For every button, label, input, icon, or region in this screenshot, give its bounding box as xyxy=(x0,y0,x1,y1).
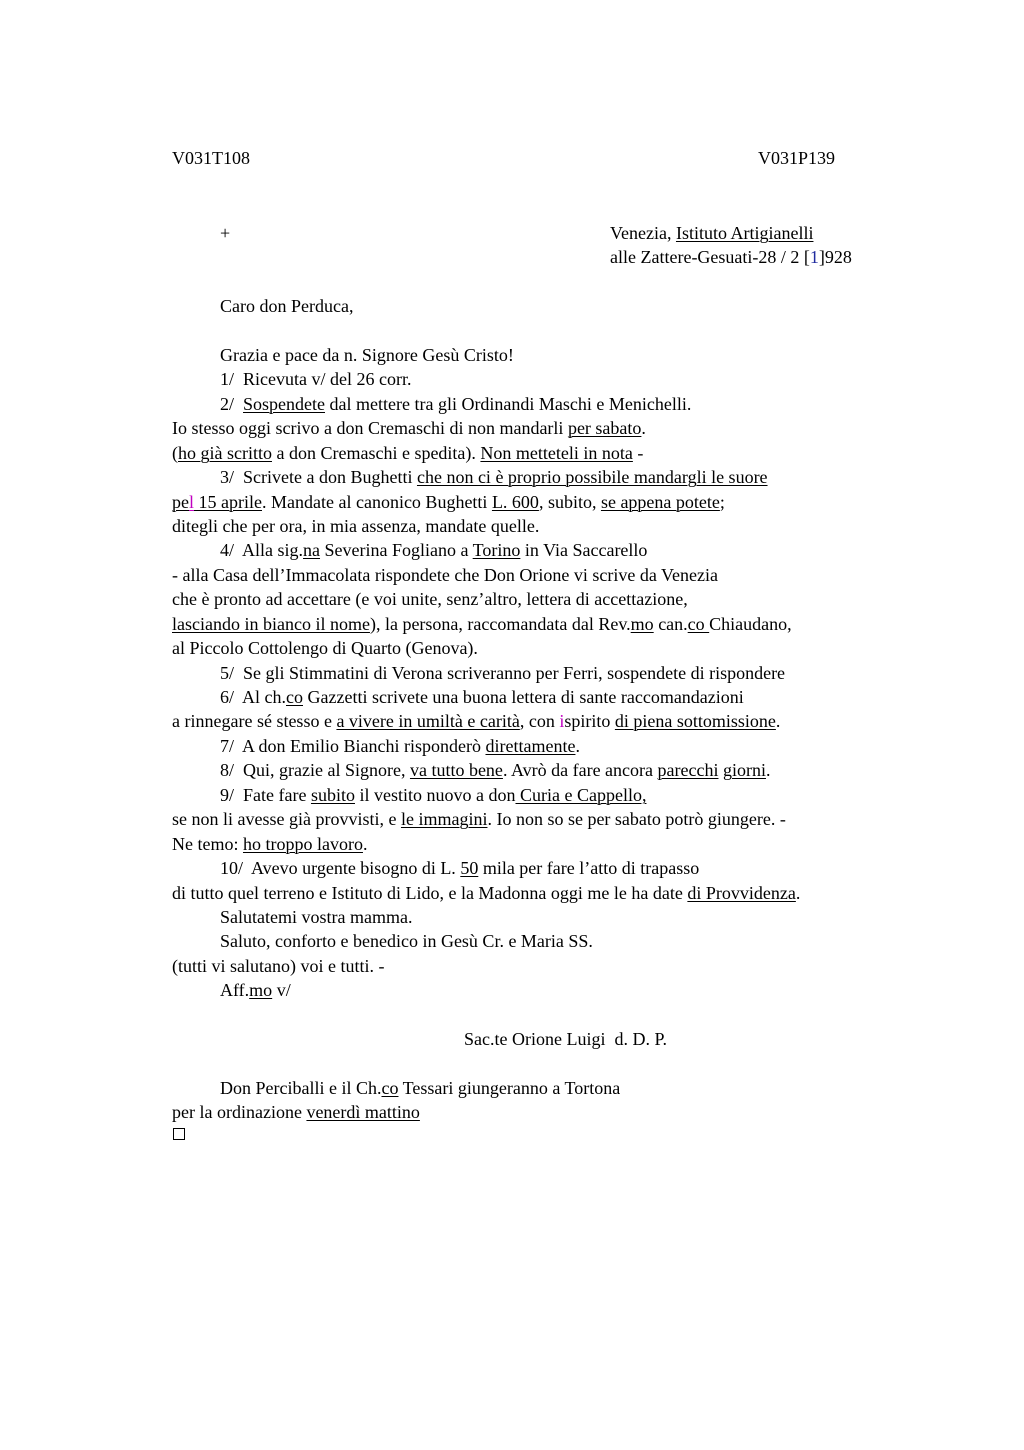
postscript-line-2: per la ordinazione venerdì mattino xyxy=(172,1102,420,1122)
item-4: 4/ Alla sig.na Severina Fogliano a Torino in Via Saccarello xyxy=(220,540,648,560)
closing-aff: Aff.mo v/ xyxy=(220,980,291,1000)
end-box-icon xyxy=(173,1128,185,1140)
item-5: 5/ Se gli Stimmatini di Verona scriveranno per Ferri, sospendete di rispondere xyxy=(220,663,786,683)
salutation-line: Grazia e pace da n. Signore Gesù Cristo! xyxy=(220,345,514,365)
text-line: - alla Casa dell’Immacolata rispondete che Don Orione vi scrive da Venezia xyxy=(172,565,718,585)
text-line: di tutto quel terreno e Istituto di Lido, e la Madonna oggi me le ha date di Provvidenza. xyxy=(172,883,801,903)
text-line: a rinnegare sé stesso e a vivere in umiltà e carità, con ispirito di piena sottomissione. xyxy=(172,711,781,731)
text-line: (ho già scritto a don Cremaschi e spedita). Non metteteli in nota - xyxy=(172,443,644,463)
archive-code-left: V031T108 xyxy=(172,148,250,168)
item-10: 10/ Avevo urgente bisogno di L. 50 mila per fare l’atto di trapasso xyxy=(220,858,700,878)
text-line: lasciando in bianco il nome), la persona, raccomandata dal Rev.mo can.co Chiaudano, xyxy=(172,614,792,634)
text-line: Ne temo: ho troppo lavoro. xyxy=(172,834,368,854)
item-1: 1/ Ricevuta v/ del 26 corr. xyxy=(220,369,412,389)
cross-mark: + xyxy=(220,223,231,243)
text-line: che è pronto ad accettare (e voi unite, senz’altro, lettera di accettazione, xyxy=(172,589,688,609)
text-line: al Piccolo Cottolengo di Quarto (Genova). xyxy=(172,638,478,658)
item-7: 7/ A don Emilio Bianchi risponderò direttamente. xyxy=(220,736,580,756)
item-6: 6/ Al ch.co Gazzetti scrivete una buona lettera di sante raccomandazioni xyxy=(220,687,744,707)
text-line: ditegli che per ora, in mia assenza, mandate quelle. xyxy=(172,516,540,536)
item-2: 2/ Sospendete dal mettere tra gli Ordinandi Maschi e Menichelli. xyxy=(220,394,692,414)
postscript-line-1: Don Perciballi e il Ch.co Tessari giungeranno a Tortona xyxy=(220,1078,621,1098)
item-8: 8/ Qui, grazie al Signore, va tutto bene. Avrò da fare ancora parecchi giorni. xyxy=(220,760,771,780)
place-line-1: Venezia, Istituto Artigianelli xyxy=(610,223,814,243)
greeting: Caro don Perduca, xyxy=(220,296,354,316)
closing-line: Salutatemi vostra mamma. xyxy=(220,907,413,927)
text-line: se non li avesse già provvisti, e le immagini. Io non so se per sabato potrò giungere. - xyxy=(172,809,786,829)
item-9: 9/ Fate fare subito il vestito nuovo a don Curia e Cappello, xyxy=(220,785,647,805)
text-line: Io stesso oggi scrivo a don Cremaschi di non mandarli per sabato. xyxy=(172,418,646,438)
closing-line: Saluto, conforto e benedico in Gesù Cr. e Maria SS. xyxy=(220,931,593,951)
signature: Sac.te Orione Luigi d. D. P. xyxy=(464,1029,667,1049)
archive-code-right: V031P139 xyxy=(758,148,836,168)
item-3: 3/ Scrivete a don Bughetti che non ci è proprio possibile mandargli le suore xyxy=(220,467,768,487)
text-line: pel 15 aprile. Mandate al canonico Bughetti L. 600, subito, se appena potete; xyxy=(172,492,725,512)
place-line-2: alle Zattere-Gesuati-28 / 2 [1]928 xyxy=(610,247,852,267)
closing-line: (tutti vi salutano) voi e tutti. - xyxy=(172,956,385,976)
